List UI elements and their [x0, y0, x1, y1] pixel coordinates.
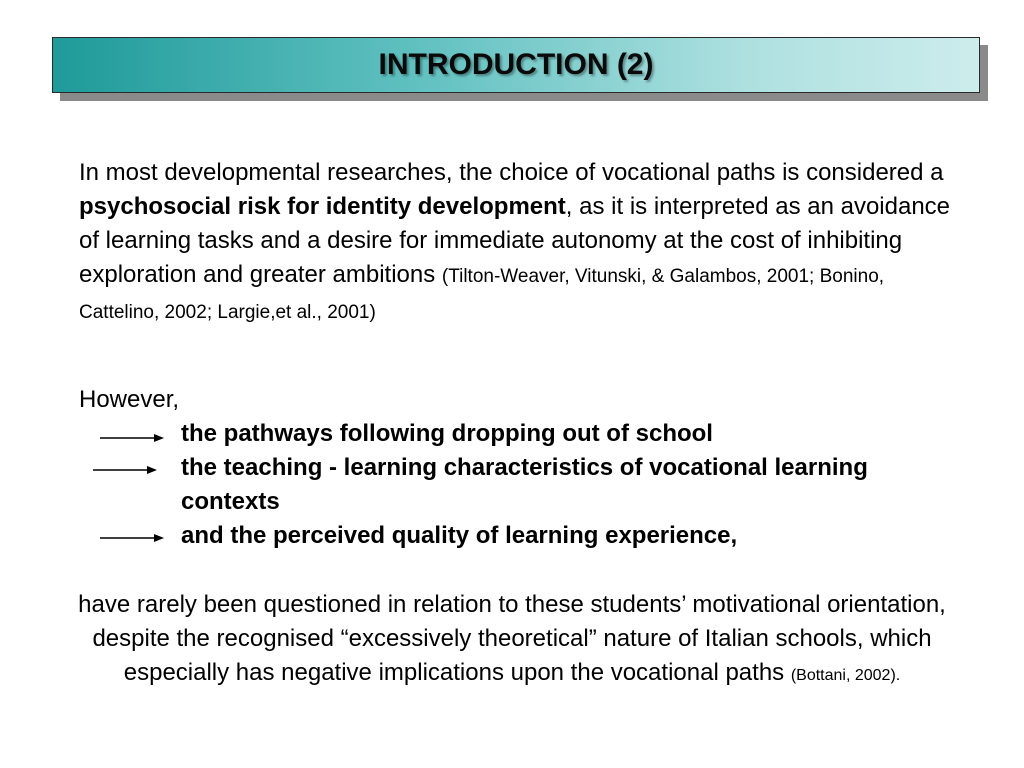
closing-paragraph [60, 588, 964, 693]
slide-title: INTRODUCTION (2) [378, 48, 654, 81]
intro-paragraph [79, 156, 959, 330]
title-banner [52, 37, 980, 93]
bullet-text: the teaching - learning characteristics of vocational learning contexts [181, 454, 868, 515]
closing-text: have rarely been questioned in relation to these students’ motivational orientation, despite the recognised “excessively theoretical” nature of Italian schools, which especially has negative implications upon the vocational paths [78, 591, 946, 686]
arrow-right-icon [93, 463, 157, 477]
intro-text-part1: In most developmental researches, the choice of vocational paths is considered a [79, 159, 944, 186]
closing-citation: (Bottani, 2002). [790, 667, 901, 684]
intro-text-part2: , as it is interpreted as an avoidance of learning tasks and a desire for immediate autonomy at the cost of inhibiting exploration and greater ambitions [79, 193, 951, 288]
arrow-right-icon [100, 431, 164, 445]
bullet-text: and the perceived quality of learning experience, [181, 522, 738, 549]
intro-bold-phrase: psychosocial risk for identity development [79, 193, 566, 220]
arrow-right-icon [100, 531, 164, 545]
bullet-text: the pathways following dropping out of school [181, 420, 713, 447]
intro-citation: (Tilton-Weaver, Vitunski, & Galambos, 2001; Bonino, Cattelino, 2002; Largie,et al., 2001) [79, 266, 885, 323]
however-label: However, [79, 386, 180, 413]
